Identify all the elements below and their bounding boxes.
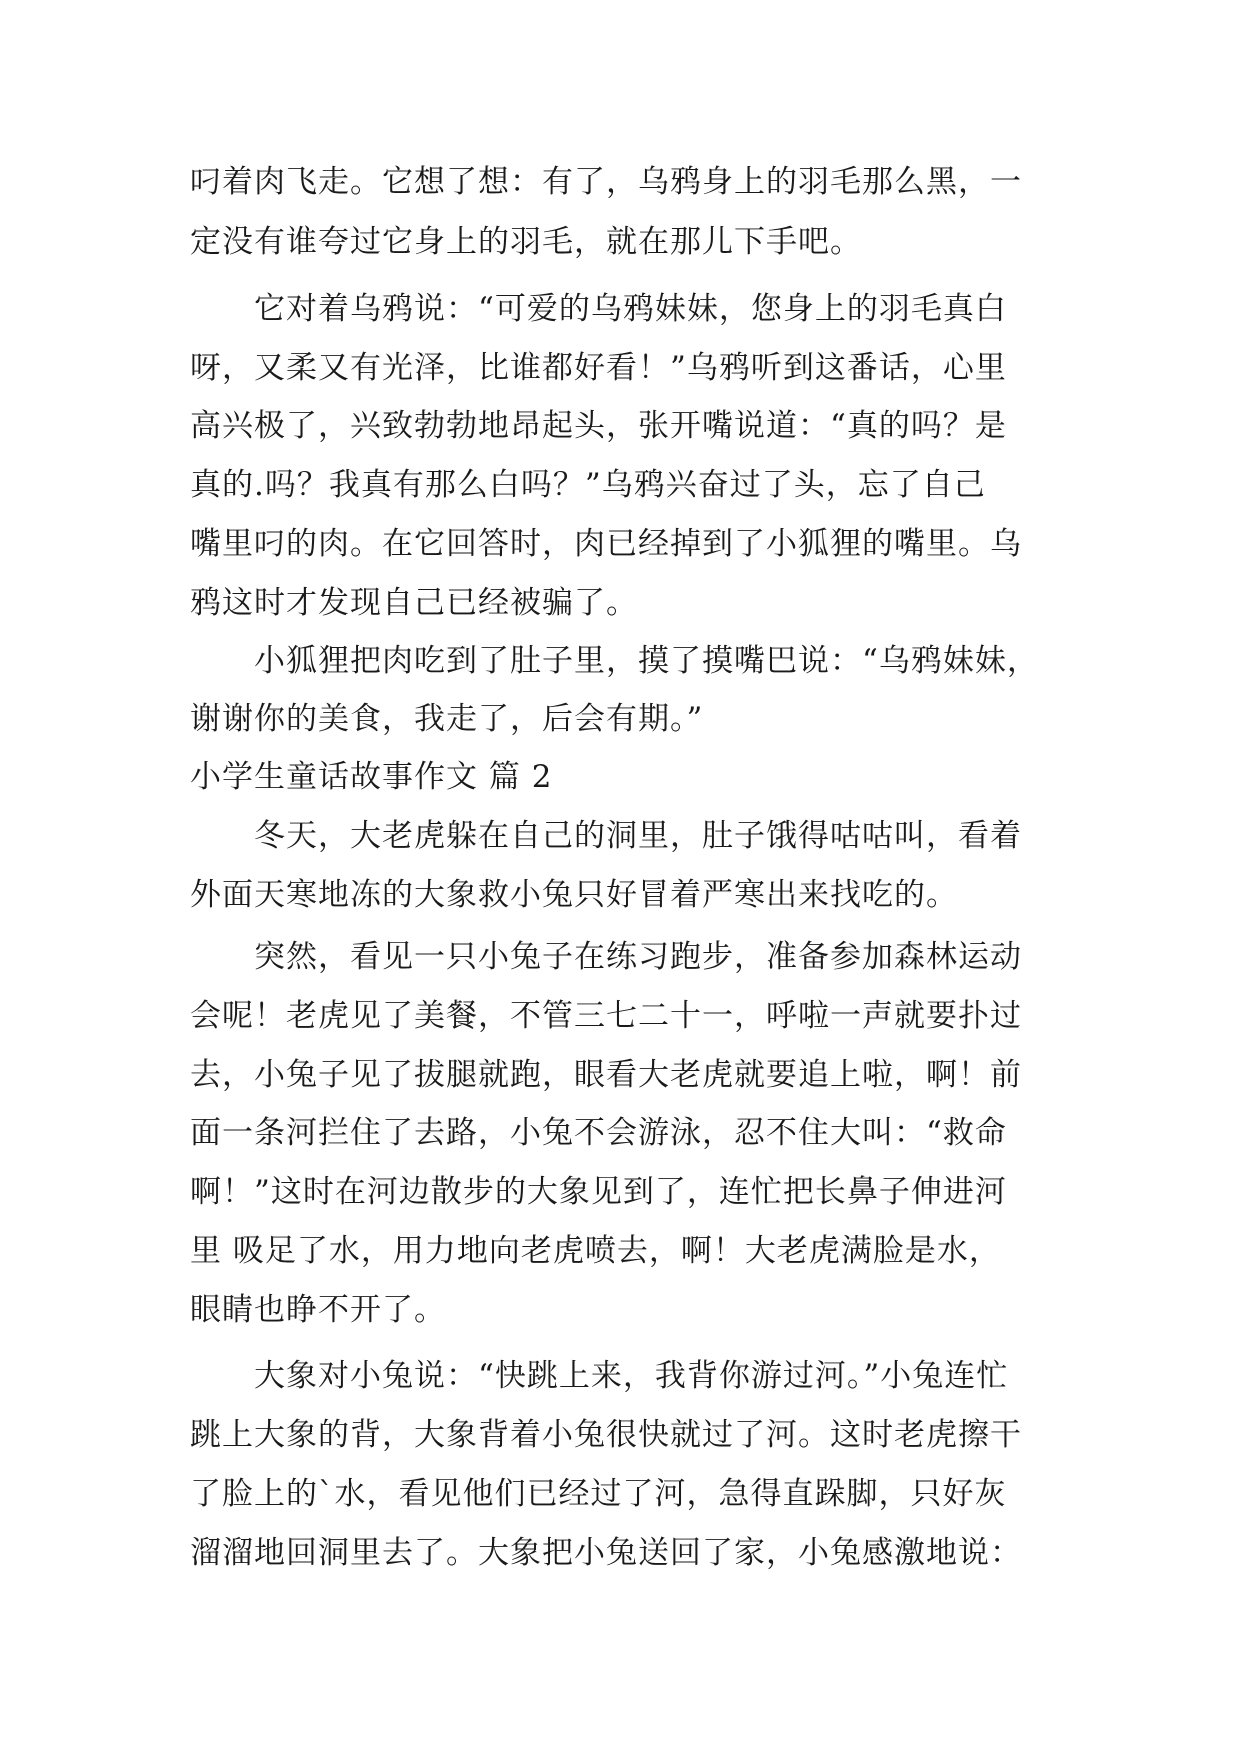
text-line: 冬天，大老虎躲在自己的洞里，肚子饿得咕咕叫，看着 (254, 818, 1022, 854)
text-line: 叼着肉飞走。它想了想：有了，乌鸦身上的羽毛那么黑，一 (190, 164, 1022, 200)
text-line: 溜溜地回洞里去了。大象把小兔送回了家，小兔感激地说： (190, 1535, 1022, 1571)
text-line: 谢谢你的美食，我走了，后会有期。” (190, 701, 704, 737)
text-line: 定没有谁夸过它身上的羽毛，就在那儿下手吧。 (190, 224, 862, 260)
text-line: 它对着乌鸦说：“可爱的乌鸦妹妹，您身上的羽毛真白 (254, 291, 1007, 327)
text-line: 真的.吗？我真有那么白吗？”乌鸦兴奋过了头，忘了自己 (190, 467, 986, 503)
section-heading: 小学生童话故事作文 篇 2 (190, 759, 553, 795)
text-line: 鸦这时才发现自己已经被骗了。 (190, 585, 638, 621)
text-line: 了脸上的`水，看见他们已经过了河，急得直跺脚，只好灰 (190, 1476, 1007, 1512)
text-line: 会呢！老虎见了美餐，不管三七二十一，呼啦一声就要扑过 (190, 998, 1022, 1034)
text-line: 小狐狸把肉吃到了肚子里，摸了摸嘴巴说：“乌鸦妹妹， (254, 643, 1039, 679)
text-line: 眼睛也睁不开了。 (190, 1292, 446, 1328)
text-line: 大象对小兔说：“快跳上来，我背你游过河。”小兔连忙 (254, 1358, 1009, 1394)
text-line: 嘴里叼的肉。在它回答时，肉已经掉到了小狐狸的嘴里。乌 (190, 526, 1022, 562)
text-line: 啊！”这时在河边散步的大象见到了，连忙把长鼻子伸进河 (190, 1174, 1007, 1210)
text-line: 高兴极了，兴致勃勃地昂起头，张开嘴说道：“真的吗？是 (190, 408, 1007, 444)
text-line: 里 吸足了水，用力地向老虎喷去，啊！大老虎满脸是水， (190, 1233, 1001, 1269)
text-line: 去，小兔子见了拔腿就跑，眼看大老虎就要追上啦，啊！前 (190, 1057, 1022, 1093)
text-line: 突然，看见一只小兔子在练习跑步，准备参加森林运动 (254, 939, 1022, 975)
text-line: 外面天寒地冻的大象救小兔只好冒着严寒出来找吃的。 (190, 877, 958, 913)
text-line: 呀，又柔又有光泽，比谁都好看！”乌鸦听到这番话，心里 (190, 350, 1007, 386)
text-line: 跳上大象的背，大象背着小兔很快就过了河。这时老虎擦干 (190, 1417, 1022, 1453)
text-line: 面一条河拦住了去路，小兔不会游泳，忍不住大叫：“救命 (190, 1115, 1007, 1151)
